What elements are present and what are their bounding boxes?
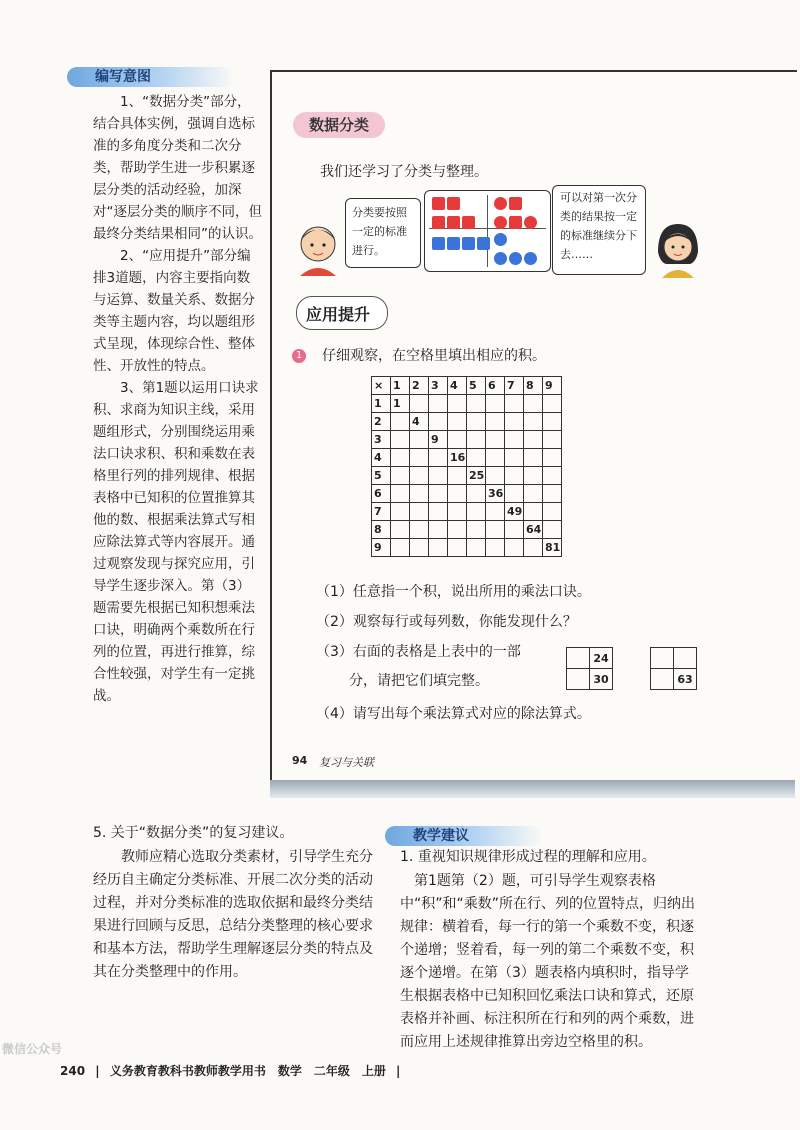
table-row [372, 467, 562, 485]
table-empty-cell [429, 395, 448, 413]
table-empty-cell [429, 467, 448, 485]
table-product-cell: 4 [410, 413, 429, 431]
table-row-header-cell: 7 [372, 503, 391, 521]
table-empty-cell [467, 539, 486, 557]
table-header-cell: 6 [486, 377, 505, 395]
table-empty-cell [505, 485, 524, 503]
sub-question-3-line2: 分，请把它们填完整。 [349, 673, 489, 689]
table-row-header-cell: 1 [372, 395, 391, 413]
table-empty-cell [505, 395, 524, 413]
table-empty-cell [467, 449, 486, 467]
table-empty-cell [429, 413, 448, 431]
table-empty-cell [486, 449, 505, 467]
table-empty-cell [410, 431, 429, 449]
table-empty-cell [486, 431, 505, 449]
table-empty-cell [524, 485, 543, 503]
table-row [372, 503, 562, 521]
table-empty-cell [410, 395, 429, 413]
table-empty-cell [429, 503, 448, 521]
page-number: 94 [292, 754, 308, 767]
table-empty-cell [486, 539, 505, 557]
table-product-cell: 64 [524, 521, 543, 539]
table-empty-cell [543, 431, 562, 449]
table-row-header-cell: 2 [372, 413, 391, 431]
question-1-text: 仔细观察，在空格里填出相应的积。 [322, 348, 546, 364]
speech-right-text: 可以对第一次分类的结果按一定的标准继续分下去…… [560, 191, 637, 261]
table-empty-cell [410, 449, 429, 467]
footer-page-number: 240 [60, 1064, 86, 1078]
table-row [372, 431, 562, 449]
table-empty-cell [486, 395, 505, 413]
question-number-badge: 1 [292, 349, 306, 363]
table-empty-cell [448, 521, 467, 539]
classification-grid [424, 190, 551, 272]
table-empty-cell [391, 503, 410, 521]
table-empty-cell [391, 449, 410, 467]
table-empty-cell [524, 539, 543, 557]
table-empty-cell [505, 539, 524, 557]
table-empty-cell [391, 413, 410, 431]
red-circles-group [493, 196, 548, 234]
sub-question-2: （2）观察每行或每列数，你能发现什么？ [316, 614, 577, 630]
table-empty-cell [467, 521, 486, 539]
table-empty-cell [524, 503, 543, 521]
table-header-cell: 4 [448, 377, 467, 395]
table-empty-cell [486, 413, 505, 431]
table-row-header-cell: 6 [372, 485, 391, 503]
table-empty-cell [391, 485, 410, 503]
page-edge-shadow [270, 780, 795, 798]
multiplication-table [371, 376, 562, 557]
page-running-title: 复习与关联 [319, 756, 374, 769]
red-squares-group [431, 196, 486, 234]
table-empty-cell [410, 485, 429, 503]
table-empty-cell [524, 413, 543, 431]
footer-book-title: 义务教育教科书教师教学用书 数学 二年级 上册 [109, 1064, 386, 1078]
sub-question-3-line1: （3）右面的表格是上表中的一部 [316, 644, 521, 660]
table-empty-cell [543, 413, 562, 431]
table-header-cell: 9 [543, 377, 562, 395]
table-empty-cell [429, 539, 448, 557]
bottom-left-body: 教师应精心选取分类素材，引导学生充分经历自主确定分类标准、开展二次分类的活动过程，并对分类标准的选取依据和最终分类结果进行回顾与反思，总结分类整理的核心要求和基本方法，帮助学生理解逐层分类的特点及其在分类整理中的作用。 [93, 849, 373, 980]
boy-avatar-icon [290, 218, 346, 276]
section-title-data-classification: 数据分类 [293, 112, 385, 138]
footer: 240 | 义务教育教科书教师教学用书 数学 二年级 上册 | [60, 1064, 401, 1078]
blue-circles-group [493, 232, 548, 270]
table-empty-cell [543, 485, 562, 503]
table-empty-cell [391, 431, 410, 449]
table-empty-cell [467, 431, 486, 449]
table-empty-cell [467, 485, 486, 503]
table-empty-cell [543, 449, 562, 467]
table-empty-cell [429, 449, 448, 467]
table-empty-cell [505, 521, 524, 539]
intro-text: 我们还学习了分类与整理。 [320, 164, 488, 180]
left-paragraph-3: 3、第1题以运用口诀求积、求商为知识主线，采用题组形式，分别围绕运用乘法口诀求积、积和乘数在表格里行列的排列规律、根据表格中已知积的位置推算其他的数、根据乘法算式写相应除法算式等内容展开。通过观察发现与探究应用，引导学生逐步深入。第（3）题需要先根据已知积想乘法口诀，明确两个乘数所在行列的位置，再进行推算，综合性较强，对学生有一定挑战。 [93, 380, 259, 704]
table-row-header-cell: 5 [372, 467, 391, 485]
table-empty-cell [410, 539, 429, 557]
table-empty-cell [410, 521, 429, 539]
table-empty-cell [524, 395, 543, 413]
table-empty-cell [448, 413, 467, 431]
table-row [372, 485, 562, 503]
partial-table-1-cell: 24 [590, 648, 613, 669]
sub-question-4: （4）请写出每个乘法算式对应的除法算式。 [316, 706, 591, 722]
bottom-right-heading: 1. 重视知识规律形成过程的理解和应用。 [400, 849, 656, 865]
table-empty-cell [448, 539, 467, 557]
section-title-application: 应用提升 [306, 305, 371, 324]
partial-table-1-cell: 30 [590, 669, 613, 690]
table-empty-cell [505, 431, 524, 449]
table-empty-cell [429, 485, 448, 503]
table-empty-cell [467, 413, 486, 431]
bottom-left-heading: 5. 关于“数据分类”的复习建议。 [93, 825, 294, 841]
table-row [372, 449, 562, 467]
table-header-cell: 5 [467, 377, 486, 395]
table-product-cell: 1 [391, 395, 410, 413]
table-empty-cell [429, 521, 448, 539]
table-empty-cell [391, 521, 410, 539]
table-empty-cell [543, 503, 562, 521]
table-empty-cell [524, 431, 543, 449]
teaching-suggestion-tag: 教学建议 [385, 826, 543, 846]
table-empty-cell [391, 467, 410, 485]
table-row [372, 539, 562, 557]
left-paragraph-1: 1、“数据分类”部分，结合具体实例，强调自选标准的多角度分类和二次分类，帮助学生进一步积累逐层分类的活动经验，加深对“逐层分类的顺序不同，但最终分类结果相同”的认识。 [93, 94, 262, 242]
table-row-header-cell: 4 [372, 449, 391, 467]
table-empty-cell [505, 467, 524, 485]
table-empty-cell [448, 503, 467, 521]
table-row [372, 395, 562, 413]
table-product-cell: 49 [505, 503, 524, 521]
table-row-header-cell: 3 [372, 431, 391, 449]
table-product-cell: 36 [486, 485, 505, 503]
table-empty-cell [486, 521, 505, 539]
table-empty-cell [467, 503, 486, 521]
table-header-cell: 2 [410, 377, 429, 395]
table-header-cell: 7 [505, 377, 524, 395]
table-empty-cell [486, 467, 505, 485]
table-header-cell: 8 [524, 377, 543, 395]
table-header-cell: 3 [429, 377, 448, 395]
table-product-cell: 81 [543, 539, 562, 557]
sub-question-1: （1）任意指一个积，说出所用的乘法口诀。 [316, 584, 591, 600]
table-empty-cell [391, 539, 410, 557]
partial-table-1 [566, 647, 613, 690]
partial-table-2-cell: 63 [674, 669, 697, 690]
table-row-header-cell: 8 [372, 521, 391, 539]
left-paragraph-2: 2、“应用提升”部分编排3道题，内容主要指向数与运算、数量关系、数据分类等主题内容，均以题组形式呈现，体现综合性、整体性、开放性的特点。 [93, 248, 255, 374]
table-row [372, 413, 562, 431]
table-empty-cell [448, 485, 467, 503]
table-empty-cell [486, 503, 505, 521]
table-row-header-cell: 9 [372, 539, 391, 557]
table-empty-cell [524, 449, 543, 467]
table-empty-cell [543, 395, 562, 413]
table-empty-cell [505, 449, 524, 467]
speech-left-text: 分类要按照一定的标准进行。 [352, 206, 407, 257]
girl-avatar-icon [650, 218, 706, 278]
table-empty-cell [410, 503, 429, 521]
table-corner-cell: × [372, 377, 391, 395]
table-empty-cell [410, 467, 429, 485]
table-product-cell: 16 [448, 449, 467, 467]
table-empty-cell [467, 395, 486, 413]
watermark-text: 微信公众号 [2, 1042, 63, 1056]
blue-squares-group [431, 236, 491, 255]
table-empty-cell [543, 467, 562, 485]
table-product-cell: 25 [467, 467, 486, 485]
table-product-cell: 9 [429, 431, 448, 449]
table-header-cell: 1 [391, 377, 410, 395]
table-empty-cell [448, 467, 467, 485]
partial-table-2 [650, 647, 697, 690]
table-row [372, 521, 562, 539]
table-empty-cell [448, 395, 467, 413]
table-empty-cell [543, 521, 562, 539]
table-empty-cell [505, 413, 524, 431]
table-empty-cell [524, 467, 543, 485]
table-empty-cell [448, 431, 467, 449]
left-section-tag: 编写意图 [67, 67, 235, 87]
bottom-right-body: 第1题第（2）题，可引导学生观察表格中“积”和“乘数”所在行、列的位置特点，归纳出规律：横着看，每一行的第一个乘数不变，积逐个递增；竖着看，每一列的第二个乘数不变，积逐个递增。在第（3）题表格内填积时，指导学生根据表格中已知积回忆乘法口诀和算式，还原表格并补画、标注积所在行和列的两个乘数，进而应用上述规律推算出旁边空格里的积。 [400, 873, 696, 1050]
